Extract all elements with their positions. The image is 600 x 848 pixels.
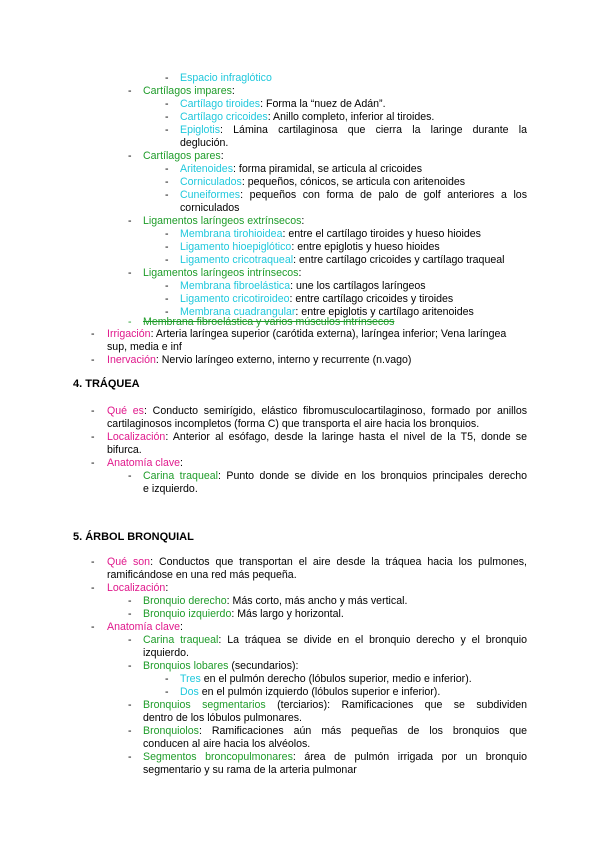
bullet-dash: - [165, 686, 169, 698]
list-item-cont: conducen al aire hacia los alvéolos. [143, 738, 311, 750]
list-item: Membrana tirohioidea: entre el cartílago tiroides y hueso hioides [180, 228, 481, 240]
bullet-dash: - [165, 98, 169, 110]
list-item: Ligamento hioepiglótico: entre epiglotis y hueso hioides [180, 241, 440, 253]
list-item: Inervación: Nervio laríngeo externo, interno y recurrente (n.vago) [107, 354, 412, 366]
bullet-dash: - [165, 280, 169, 292]
bullet-dash: - [128, 725, 132, 737]
bullet-dash: - [128, 751, 132, 763]
list-item: Ligamentos laríngeos intrínsecos: [143, 267, 302, 279]
bullet-dash: - [91, 431, 95, 443]
bullet-dash: - [165, 72, 169, 84]
bullet-dash: - [91, 405, 95, 417]
list-item: Bronquiolos: Ramificaciones aún más pequeñas de los bronquios que [143, 725, 527, 737]
list-item: Carina traqueal: Punto donde se divide en los bronquios principales derecho [143, 470, 527, 482]
list-item: Bronquios segmentarios (terciarios): Ramificaciones que se subdividen [143, 699, 527, 711]
list-item: Ligamento cricotiroideo: entre cartílago cricoides y tiroides [180, 293, 454, 305]
list-item: Qué es: Conducto semirígido, elástico fibromusculocartilaginoso, formado por anillos [107, 405, 528, 417]
list-item: Irrigación: Arteria laríngea superior (carótida externa), laríngea inferior; Vena laríngea [107, 328, 507, 340]
bullet-dash: - [165, 228, 169, 240]
list-item: Localización: [107, 582, 169, 594]
bullet-dash: - [128, 660, 132, 672]
list-item: Ligamentos laríngeos extrínsecos: [143, 215, 305, 227]
list-item: Bronquio izquierdo: Más largo y horizontal. [143, 608, 344, 620]
section-heading: 5. ÁRBOL BRONQUIAL [73, 531, 194, 543]
bullet-dash: - [128, 608, 132, 620]
list-item-cont: deglución. [180, 137, 229, 149]
bullet-dash: - [165, 254, 169, 266]
bullet-dash: - [165, 111, 169, 123]
list-item: Tres en el pulmón derecho (lóbulos superior, medio e inferior). [180, 673, 472, 685]
list-item-cont: cartilaginosos incompletos (forma C) que transporta el aire hacia los bronquios. [107, 418, 480, 430]
bullet-dash: - [128, 470, 132, 482]
list-item-cont: corniculados [180, 202, 240, 214]
list-item: Ligamento cricotraqueal: entre cartílago cricoides y cartílago traqueal [180, 254, 505, 266]
bullet-dash: - [91, 582, 95, 594]
list-item-cont: izquierdo. [143, 647, 189, 659]
list-item: Membrana cuadrangular: entre epiglotis y cartílago aritenoides [180, 306, 474, 318]
list-item: Epiglotis: Lámina cartilaginosa que cierra la laringe durante la [180, 124, 527, 136]
bullet-dash: - [128, 595, 132, 607]
bullet-dash: - [128, 150, 132, 162]
list-item-cont: sup, media e inf [107, 341, 182, 353]
list-item-cont: ramificándose en una red más pequeña. [107, 569, 297, 581]
bullet-dash: - [91, 621, 95, 633]
bullet-dash: - [128, 267, 132, 279]
bullet-dash: - [128, 85, 132, 97]
list-item: Anatomía clave: [107, 621, 183, 633]
bullet-dash: - [165, 124, 169, 136]
list-item: Cuneiformes: pequeños con forma de palo de golf anteriores a los [180, 189, 527, 201]
bullet-dash: - [91, 354, 95, 366]
bullet-dash: - [165, 673, 169, 685]
list-item: Corniculados: pequeños, cónicos, se articula con aritenoides [180, 176, 466, 188]
list-item-cont: segmentario y su rama de la arteria pulmonar [143, 764, 357, 776]
bullet-dash: - [128, 215, 132, 227]
bullet-dash: - [91, 556, 95, 568]
list-item: Aritenoides: forma piramidal, se articula al cricoides [180, 163, 422, 175]
bullet-dash: - [165, 306, 169, 318]
bullet-dash: - [165, 176, 169, 188]
list-item: Anatomía clave: [107, 457, 183, 469]
list-item: Cartílagos impares: [143, 85, 235, 97]
list-item: Carina traqueal: La tráquea se divide en el bronquio derecho y el bronquio [143, 634, 528, 646]
bullet-dash: - [91, 328, 95, 340]
list-item: Dos en el pulmón izquierdo (lóbulos superior e inferior). [180, 686, 441, 698]
bullet-dash: - [91, 457, 95, 469]
list-item: Cartílago tiroides: Forma la “nuez de Adán”. [180, 98, 386, 110]
list-item-cont: dentro de los lóbulos pulmonares. [143, 712, 303, 724]
section-heading: 4. TRÁQUEA [73, 378, 140, 390]
bullet-dash: - [165, 163, 169, 175]
struck-list-item: Membrana fibroelástica y varios músculos intrínsecos [143, 316, 395, 328]
list-item-cont: e izquierdo. [143, 483, 198, 495]
list-item: Cartílagos pares: [143, 150, 224, 162]
bullet-dash: - [128, 316, 132, 328]
bullet-dash: - [128, 634, 132, 646]
bullet-dash: - [165, 241, 169, 253]
list-item: Bronquios lobares (secundarios): [143, 660, 299, 672]
bullet-dash: - [128, 699, 132, 711]
list-item: Bronquio derecho: Más corto, más ancho y más vertical. [143, 595, 408, 607]
list-item: Espacio infraglótico [180, 72, 272, 84]
bullet-dash: - [165, 189, 169, 201]
list-item: Cartílago cricoides: Anillo completo, inferior al tiroides. [180, 111, 435, 123]
list-item-cont: bifurca. [107, 444, 142, 456]
bullet-dash: - [165, 293, 169, 305]
list-item: Membrana fibroelástica: une los cartílagos laríngeos [180, 280, 426, 292]
list-item: Qué son: Conductos que transportan el aire desde la tráquea hacia los pulmones, [107, 556, 527, 568]
list-item: Segmentos broncopulmonares: área de pulmón irrigada por un bronquio [143, 751, 528, 763]
list-item: Localización: Anterior al esófago, desde la laringe hasta el nivel de la T5, donde se [107, 431, 527, 443]
